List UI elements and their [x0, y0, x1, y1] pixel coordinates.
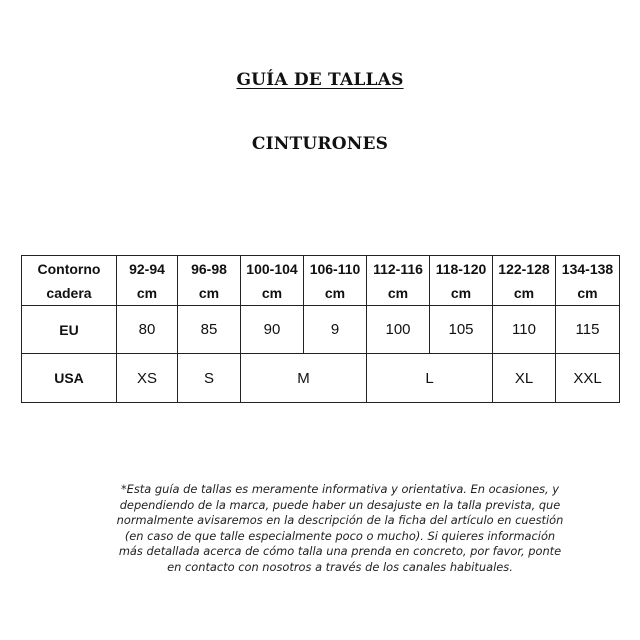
eu-size-cell: 80 — [117, 306, 178, 354]
header-unit: cm — [324, 284, 346, 301]
usa-size-cell: S — [178, 354, 241, 403]
header-unit: cm — [261, 284, 283, 301]
usa-size-cell: XL — [493, 354, 556, 403]
header-cell — [367, 256, 430, 306]
row-label-usa: USA — [22, 354, 117, 403]
header-unit: cm — [450, 284, 472, 301]
header-range: 100-104 — [246, 260, 298, 277]
header-cell — [430, 256, 493, 306]
header-unit: cm — [136, 284, 158, 301]
header-range: 112-116 — [373, 260, 423, 277]
header-cell — [241, 256, 304, 306]
eu-size-cell: 100 — [367, 306, 430, 354]
header-cell — [556, 256, 620, 306]
header-range: 118-120 — [435, 260, 487, 277]
header-cell — [304, 256, 367, 306]
table-row-usa — [22, 354, 620, 403]
disclaimer-note: *Esta guía de tallas es meramente informativa y orientativa. En ocasiones, y dependiendo de la marca, puede haber un desajuste en la talla prevista, que normalmente avisaremos en la descripción de la ficha del artículo en cuestión (en caso de que talle especialmente poco o mucho). Si quieres información más detallada acerca de cómo talla una prenda en concreto, por favor, ponte en contacto con nosotros a través de los canales habituales. — [116, 482, 564, 574]
header-range: 96-98 — [191, 260, 227, 277]
table-header-row — [22, 256, 620, 306]
header-range: 92-94 — [129, 260, 165, 277]
header-unit: cm — [577, 284, 598, 301]
row-label-eu: EU — [22, 306, 117, 354]
header-range: 122-128 — [498, 260, 550, 277]
header-cell — [117, 256, 178, 306]
header-unit: cm — [198, 284, 220, 301]
table-row-eu — [22, 306, 620, 354]
usa-size-cell: L — [367, 354, 493, 403]
eu-size-cell: 9 — [304, 306, 367, 354]
usa-size-cell: XS — [117, 354, 178, 403]
page-title-text: GUÍA DE TALLAS — [236, 70, 404, 90]
usa-size-cell: M — [241, 354, 367, 403]
corner-label-line1: Contorno — [37, 260, 101, 277]
eu-size-cell: 105 — [430, 306, 493, 354]
usa-size-cell: XXL — [556, 354, 620, 403]
header-unit: cm — [513, 284, 535, 301]
size-table — [21, 255, 620, 403]
header-cell — [178, 256, 241, 306]
header-cell — [493, 256, 556, 306]
eu-size-cell: 115 — [556, 306, 620, 354]
header-range: 134-138 — [561, 260, 614, 277]
page-subtitle: CINTURONES — [251, 134, 389, 154]
page-title — [0, 70, 640, 90]
eu-size-cell: 85 — [178, 306, 241, 354]
header-range: 106-110 — [309, 260, 361, 277]
corner-label-line2: cadera — [46, 284, 92, 301]
header-unit: cm — [387, 284, 409, 301]
eu-size-cell: 110 — [493, 306, 556, 354]
eu-size-cell: 90 — [241, 306, 304, 354]
header-corner-cell — [22, 256, 117, 306]
